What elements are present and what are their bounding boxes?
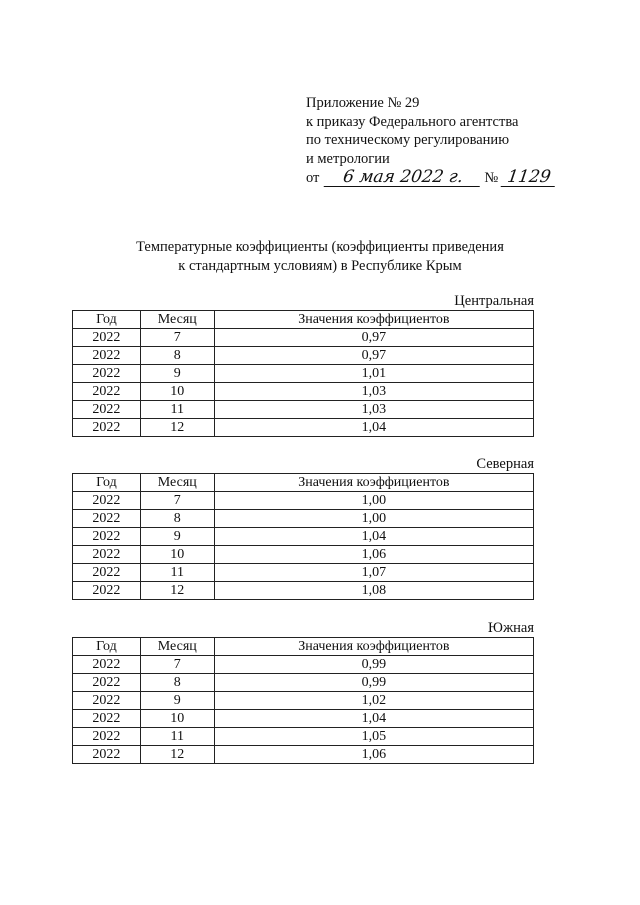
cell-value: 0,99 [214,674,533,692]
cell-year: 2022 [73,510,141,528]
region-name: Центральная [454,293,534,309]
cell-value: 1,01 [214,365,533,383]
cell-value: 1,03 [214,401,533,419]
cell-year: 2022 [73,365,141,383]
coefficients-table [72,637,534,764]
cell-month: 12 [140,582,214,600]
table-row [73,656,534,674]
cell-month: 7 [140,329,214,347]
table-row [73,710,534,728]
table-row [73,419,534,437]
table-row [73,401,534,419]
appendix-line: и метрологии [306,150,390,167]
cell-value: 1,03 [214,383,533,401]
cell-year: 2022 [73,656,141,674]
table-row [73,582,534,600]
table-row [73,692,534,710]
cell-value: 1,00 [214,492,533,510]
header-value: Значения коэффициентов [214,474,533,492]
cell-year: 2022 [73,528,141,546]
cell-year: 2022 [73,564,141,582]
table-header-row [73,474,534,492]
header-value: Значения коэффициентов [214,638,533,656]
handwritten-number: 1129 [501,168,558,187]
region-name: Южная [488,620,534,636]
cell-year: 2022 [73,329,141,347]
region-section-south [72,619,534,764]
cell-month: 11 [140,401,214,419]
region-name: Северная [476,456,534,472]
cell-year: 2022 [73,347,141,365]
cell-month: 8 [140,347,214,365]
table-row [73,365,534,383]
appendix-line: Приложение № 29 [306,95,420,111]
table-row [73,347,534,365]
cell-month: 8 [140,510,214,528]
header-month: Месяц [140,311,214,329]
appendix-line: по техническому регулированию [306,132,510,148]
header-month: Месяц [140,638,214,656]
table-header-row [73,638,534,656]
cell-value: 1,04 [214,528,533,546]
cell-year: 2022 [73,746,141,764]
cell-year: 2022 [73,492,141,510]
cell-year: 2022 [73,692,141,710]
handwritten-date: 6 мая 2022 г. [324,168,483,187]
number-label: № [484,170,499,186]
cell-value: 0,97 [214,347,533,365]
table-row [73,492,534,510]
cell-year: 2022 [73,401,141,419]
coefficients-table [72,473,534,600]
cell-value: 1,06 [214,546,533,564]
coefficients-table [72,310,534,437]
title-line: к стандартным условиям) в Республике Крым [178,258,462,274]
region-section-central [72,292,534,437]
table-row [73,528,534,546]
cell-month: 9 [140,692,214,710]
cell-year: 2022 [73,383,141,401]
cell-year: 2022 [73,582,141,600]
cell-month: 7 [140,492,214,510]
cell-year: 2022 [73,419,141,437]
header-year: Год [73,311,141,329]
table-row [73,510,534,528]
cell-year: 2022 [73,710,141,728]
table-header-row [73,311,534,329]
title-line: Температурные коэффициенты (коэффициенты приведения [136,239,504,255]
cell-year: 2022 [73,674,141,692]
cell-value: 1,02 [214,692,533,710]
document-title [0,238,640,276]
header-year: Год [73,474,141,492]
table-row [73,564,534,582]
cell-value: 1,06 [214,746,533,764]
table-row [73,329,534,347]
cell-month: 10 [140,383,214,401]
cell-month: 10 [140,710,214,728]
cell-year: 2022 [73,728,141,746]
cell-value: 1,07 [214,564,533,582]
cell-value: 0,99 [214,656,533,674]
appendix-header [306,94,556,188]
cell-value: 1,04 [214,419,533,437]
table-row [73,746,534,764]
cell-value: 1,08 [214,582,533,600]
cell-value: 1,05 [214,728,533,746]
header-month: Месяц [140,474,214,492]
table-row [73,383,534,401]
cell-value: 1,04 [214,710,533,728]
appendix-line: к приказу Федерального агентства [306,113,519,130]
table-row [73,674,534,692]
cell-month: 11 [140,728,214,746]
cell-month: 11 [140,564,214,582]
cell-year: 2022 [73,546,141,564]
cell-month: 12 [140,746,214,764]
order-date-line [306,168,556,188]
cell-month: 9 [140,365,214,383]
cell-month: 12 [140,419,214,437]
cell-month: 10 [140,546,214,564]
region-section-north [72,455,534,600]
table-row [73,546,534,564]
cell-month: 7 [140,656,214,674]
cell-value: 0,97 [214,329,533,347]
header-year: Год [73,638,141,656]
table-row [73,728,534,746]
cell-month: 8 [140,674,214,692]
from-label: от [306,170,320,186]
cell-month: 9 [140,528,214,546]
cell-value: 1,00 [214,510,533,528]
header-value: Значения коэффициентов [214,311,533,329]
